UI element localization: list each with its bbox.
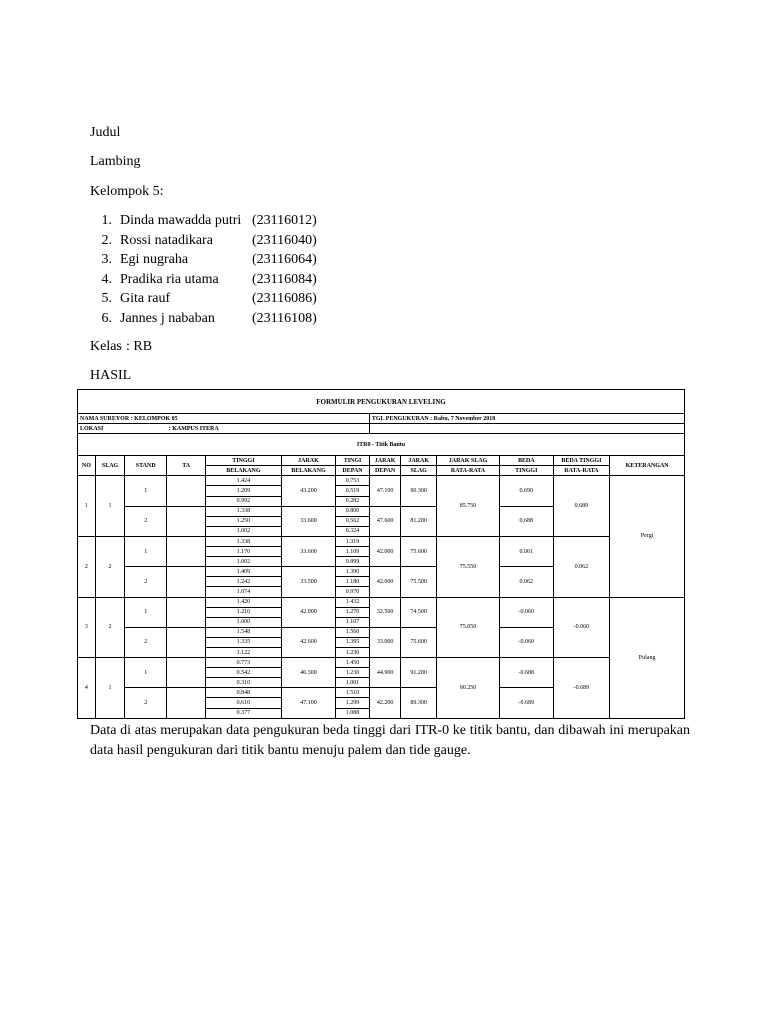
cell-ta <box>167 536 206 566</box>
cell-jarak-belakang: 42.000 <box>281 597 336 627</box>
kelas-label: Kelas <box>90 339 122 354</box>
cell-belakang: 1.000 <box>206 617 282 627</box>
cell-belakang: 1.420 <box>206 597 282 607</box>
cell-depan: 0.970 <box>336 587 370 597</box>
cell-stand: 2 <box>125 567 167 597</box>
cell-depan: 1.319 <box>336 536 370 546</box>
cell-jarak-belakang: 42.600 <box>281 627 336 657</box>
cell-depan: 1.450 <box>336 658 370 668</box>
col-belakang: BELAKANG <box>206 466 282 476</box>
cell-rata-jarak: 75.050 <box>437 597 500 658</box>
cell-jarak-slag: 75.500 <box>401 567 437 597</box>
cell-belakang: 1.338 <box>206 506 282 516</box>
col-jarak-slag-top: JARAK <box>401 456 437 466</box>
col-ta: TA <box>167 456 206 476</box>
cell-depan: 1.107 <box>336 617 370 627</box>
member-nim: (23116084) <box>252 271 317 287</box>
cell-belakang: 0.610 <box>206 698 282 708</box>
cell-beda: -0.060 <box>500 627 554 657</box>
cell-keterangan: Pergi <box>610 476 685 597</box>
cell-beda: 0.061 <box>500 536 554 566</box>
col-tingi: TINGI <box>336 456 370 466</box>
cell-beda: 0.062 <box>500 567 554 597</box>
cell-belakang: 1.242 <box>206 577 282 587</box>
cell-depan: 1.270 <box>336 607 370 617</box>
cell-jarak-depan: 33.000 <box>369 627 400 657</box>
cell-depan: 1.088 <box>336 708 370 718</box>
cell-jarak-belakang: 33.500 <box>281 567 336 597</box>
member-number: 6. <box>101 310 112 326</box>
cell-depan: 1.299 <box>336 698 370 708</box>
member-nim: (23116064) <box>252 252 317 267</box>
member-nim: (23116108) <box>252 310 317 326</box>
cell-stand: 2 <box>125 627 167 657</box>
cell-belakang: 0.542 <box>206 668 282 678</box>
cell-jarak-depan: 47.600 <box>369 506 400 536</box>
cell-no: 4 <box>78 658 96 719</box>
doc-judul: Judul <box>90 125 121 140</box>
cell-belakang: 0.377 <box>206 708 282 718</box>
member-number: 1. <box>101 213 112 228</box>
cell-rata-beda: 0.689 <box>553 476 610 537</box>
cell-ta <box>167 688 206 719</box>
member-nim: (23116086) <box>252 291 317 306</box>
cell-ta <box>167 476 206 506</box>
cell-belakang: 0.773 <box>206 658 282 668</box>
cell-jarak-belakang: 47.100 <box>281 688 336 719</box>
cell-belakang: 1.338 <box>206 536 282 546</box>
col-no: NO <box>78 456 96 476</box>
cell-belakang: 1.002 <box>206 526 282 536</box>
cell-no: 2 <box>78 536 96 597</box>
hasil-heading: HASIL <box>90 368 132 383</box>
col-jarak-depan-top: JARAK <box>369 456 400 466</box>
cell-depan: 0.324 <box>336 526 370 536</box>
cell-belakang: 1.002 <box>206 557 282 567</box>
col-tinggi-bottom: TINGGI <box>500 466 554 476</box>
cell-slag: 2 <box>95 597 124 658</box>
cell-belakang: 1.548 <box>206 627 282 637</box>
cell-beda: -0.689 <box>500 688 554 719</box>
member-number: 3. <box>101 252 112 267</box>
cell-beda: -0.688 <box>500 658 554 688</box>
cell-belakang: 1.074 <box>206 587 282 597</box>
description-paragraph: Data di atas merupakan data pengukuran beda tinggi dari ITR-0 ke titik bantu, dan dibawah ini merupakan data hasil pengukuran dari titik bantu menuju palem dan tide gauge. <box>90 723 690 758</box>
cell-ta <box>167 627 206 657</box>
cell-depan: 0.899 <box>336 557 370 567</box>
date-cell: TGL PENGUKURAN : Rabu, 7 November 2018 <box>369 414 684 424</box>
col-jarak: JARAK <box>281 456 336 466</box>
cell-beda: 0.688 <box>500 506 554 536</box>
cell-jarak-slag: 75.600 <box>401 536 437 566</box>
cell-jarak-slag: 90.300 <box>401 476 437 506</box>
member-nim: (23116012) <box>252 213 317 228</box>
cell-slag: 1 <box>95 658 124 719</box>
cell-depan: 0.519 <box>336 486 370 496</box>
cell-belakang: 1.209 <box>206 486 282 496</box>
cell-ta <box>167 597 206 627</box>
cell-rata-beda: -0.689 <box>553 658 610 719</box>
cell-depan: 1.230 <box>336 647 370 657</box>
cell-depan: 1.395 <box>336 637 370 647</box>
form-title: FORMULIR PENGUKURAN LEVELING <box>78 390 685 414</box>
col-jarak-slag-rata: JARAK SLAG <box>437 456 500 466</box>
cell-stand: 2 <box>125 506 167 536</box>
cell-jarak-belakang: 43.200 <box>281 476 336 506</box>
cell-belakang: 1.210 <box>206 607 282 617</box>
cell-stand: 1 <box>125 658 167 688</box>
lokasi-empty <box>369 424 684 434</box>
cell-jarak-belakang: 33.600 <box>281 506 336 536</box>
cell-jarak-slag: 75.600 <box>401 627 437 657</box>
cell-beda: 0.690 <box>500 476 554 506</box>
cell-depan: 1.510 <box>336 688 370 698</box>
surveyor-cell: NAMA SUREYOR : KELOMPOK 05 <box>78 414 370 424</box>
col-stand: STAND <box>125 456 167 476</box>
cell-depan: 1.432 <box>336 597 370 607</box>
cell-ta <box>167 567 206 597</box>
cell-belakang: 1.122 <box>206 647 282 657</box>
table-row <box>78 658 685 668</box>
cell-depan: 1.230 <box>336 668 370 678</box>
member-name: Rossi natadikara <box>120 232 213 248</box>
cell-jarak-belakang: 46.300 <box>281 658 336 688</box>
cell-jarak-depan: 42.000 <box>369 536 400 566</box>
cell-depan: 1.560 <box>336 627 370 637</box>
cell-depan: 1.390 <box>336 567 370 577</box>
cell-rata-jarak: 90.250 <box>437 658 500 719</box>
cell-no: 1 <box>78 476 96 537</box>
cell-slag: 2 <box>95 536 124 597</box>
table-row <box>78 536 685 546</box>
cell-jarak-depan: 44.900 <box>369 658 400 688</box>
cell-jarak-depan: 32.500 <box>369 597 400 627</box>
col-beda: BEDA <box>500 456 554 466</box>
cell-depan: 0.562 <box>336 516 370 526</box>
cell-depan: 1.109 <box>336 547 370 557</box>
leveling-form-table <box>77 389 685 719</box>
cell-depan: 1.001 <box>336 678 370 688</box>
table-row <box>78 597 685 607</box>
section-title: ITR0 - Titik Bantu <box>78 434 685 456</box>
cell-belakang: 1.170 <box>206 547 282 557</box>
cell-belakang: 1.335 <box>206 637 282 647</box>
cell-rata-beda: -0.060 <box>553 597 610 658</box>
doc-lambing: Lambing <box>90 154 141 169</box>
cell-depan: 1.180 <box>336 577 370 587</box>
cell-slag: 1 <box>95 476 124 537</box>
cell-stand: 1 <box>125 536 167 566</box>
cell-jarak-depan: 42.200 <box>369 688 400 719</box>
member-name: Egi nugraha <box>120 252 189 267</box>
cell-belakang: 1.409 <box>206 567 282 577</box>
col-tinggi: TINGGI <box>206 456 282 466</box>
cell-belakang: 0.310 <box>206 678 282 688</box>
cell-rata-jarak: 85.750 <box>437 476 500 537</box>
cell-jarak-belakang: 33.600 <box>281 536 336 566</box>
col-jarak-belakang: BELAKANG <box>281 466 336 476</box>
col-keterangan: KETERANGAN <box>610 456 685 476</box>
member-nim: (23116040) <box>252 232 317 248</box>
cell-stand: 1 <box>125 476 167 506</box>
cell-rata-beda: 0.062 <box>553 536 610 597</box>
member-name: Dinda mawadda putri <box>120 213 242 228</box>
cell-depan: 0.282 <box>336 496 370 506</box>
member-number: 2. <box>101 232 112 248</box>
cell-jarak-slag: 81.200 <box>401 506 437 536</box>
lokasi-value: : KAMPUS ITERA <box>167 424 370 434</box>
member-name: Pradika ria utama <box>120 271 219 287</box>
cell-belakang: 1.250 <box>206 516 282 526</box>
cell-stand: 2 <box>125 688 167 719</box>
table-row <box>78 476 685 486</box>
cell-ta <box>167 658 206 688</box>
cell-ta <box>167 506 206 536</box>
kelas-value: : RB <box>126 339 153 354</box>
cell-belakang: 0.848 <box>206 688 282 698</box>
doc-kelompok: Kelompok 5: <box>90 184 164 199</box>
cell-depan: 0.753 <box>336 476 370 486</box>
cell-no: 3 <box>78 597 96 658</box>
member-name: Gita rauf <box>120 291 171 306</box>
lokasi-label: LOKASI <box>78 424 167 434</box>
cell-jarak-depan: 47.100 <box>369 476 400 506</box>
member-name: Jannes j nababan <box>120 310 215 326</box>
col-rata-rata-2: RATA-RATA <box>553 466 610 476</box>
member-number: 4. <box>101 271 112 287</box>
cell-jarak-slag: 91.200 <box>401 658 437 688</box>
col-rata-rata: RATA-RATA <box>437 466 500 476</box>
member-number: 5. <box>101 291 112 306</box>
cell-jarak-slag: 89.300 <box>401 688 437 719</box>
col-slag-bottom: SLAG <box>401 466 437 476</box>
cell-depan: 0.800 <box>336 506 370 516</box>
cell-jarak-slag: 74.500 <box>401 597 437 627</box>
col-depan: DEPAN <box>336 466 370 476</box>
cell-stand: 1 <box>125 597 167 627</box>
cell-beda: -0.060 <box>500 597 554 627</box>
cell-belakang: 1.424 <box>206 476 282 486</box>
col-jarak-depan: DEPAN <box>369 466 400 476</box>
cell-jarak-depan: 42.000 <box>369 567 400 597</box>
col-slag: SLAG <box>95 456 124 476</box>
cell-belakang: 0.992 <box>206 496 282 506</box>
col-beda-tinggi: BEDA TINGGI <box>553 456 610 466</box>
cell-rata-jarak: 75.550 <box>437 536 500 597</box>
cell-keterangan: Pulang <box>610 597 685 718</box>
